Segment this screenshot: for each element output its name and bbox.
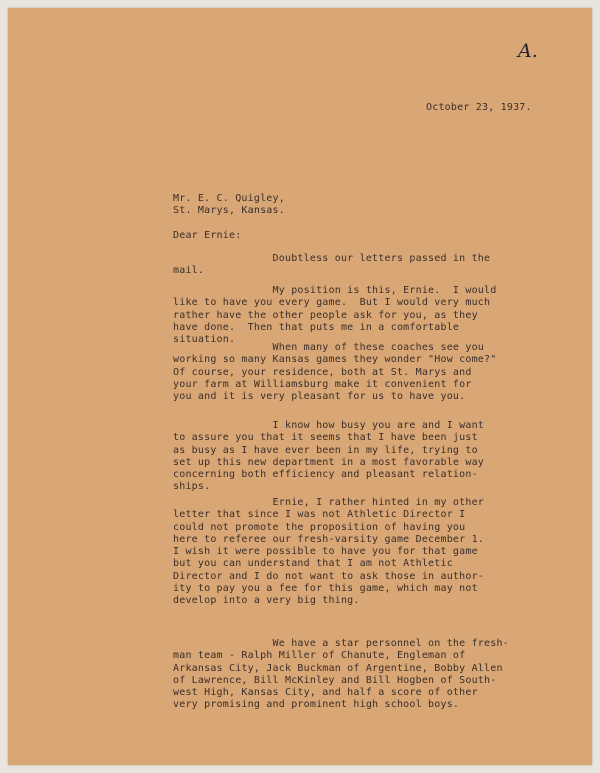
- letter-date: October 23, 1937.: [426, 102, 532, 113]
- letter-page: [8, 8, 592, 765]
- paragraph-6: We have a star personnel on the fresh- man team - Ralph Miller of Chanute, Engleman of Arkansas City, Jack Buckman of Argentine, Bobby Allen of Lawrence, Bill McKinley and Bill Hogben of South- west High, Kansas City, and half a score of other very promising and prominent high school boys.: [173, 638, 509, 711]
- handwritten-annotation: A.: [518, 40, 538, 62]
- salutation: Dear Ernie:: [173, 230, 242, 241]
- recipient-address: Mr. E. C. Quigley, St. Marys, Kansas.: [173, 193, 285, 217]
- paragraph-5: Ernie, I rather hinted in my other letter that since I was not Athletic Director I could not promote the proposition of having you here to referee our fresh-varsity game December 1. I wish it were possible to have you for that game but you can understand that I am not Athletic Director and I do not want to ask those in author- ity to pay you a fee for this game, which may not develop into a very big thing.: [173, 497, 485, 607]
- paragraph-1: Doubtless our letters passed in the mail.: [173, 253, 491, 277]
- paragraph-4: I know how busy you are and I want to assure you that it seems that I have been just as busy as I have ever been in my life, trying to set up this new department in a most favorable way concerning both efficiency and pleasant relation- ships.: [173, 420, 485, 493]
- paragraph-3: When many of these coaches see you working so many Kansas games they wonder "How come?" Of course, your residence, both at St. Marys and your farm at Williamsburg make it convenient for you and it is very pleasant for us to have you.: [173, 342, 497, 403]
- paragraph-2: My position is this, Ernie. I would like to have you every game. But I would very much rather have the other people ask for you, as they have done. Then that puts me in a comfortable situation.: [173, 285, 497, 346]
